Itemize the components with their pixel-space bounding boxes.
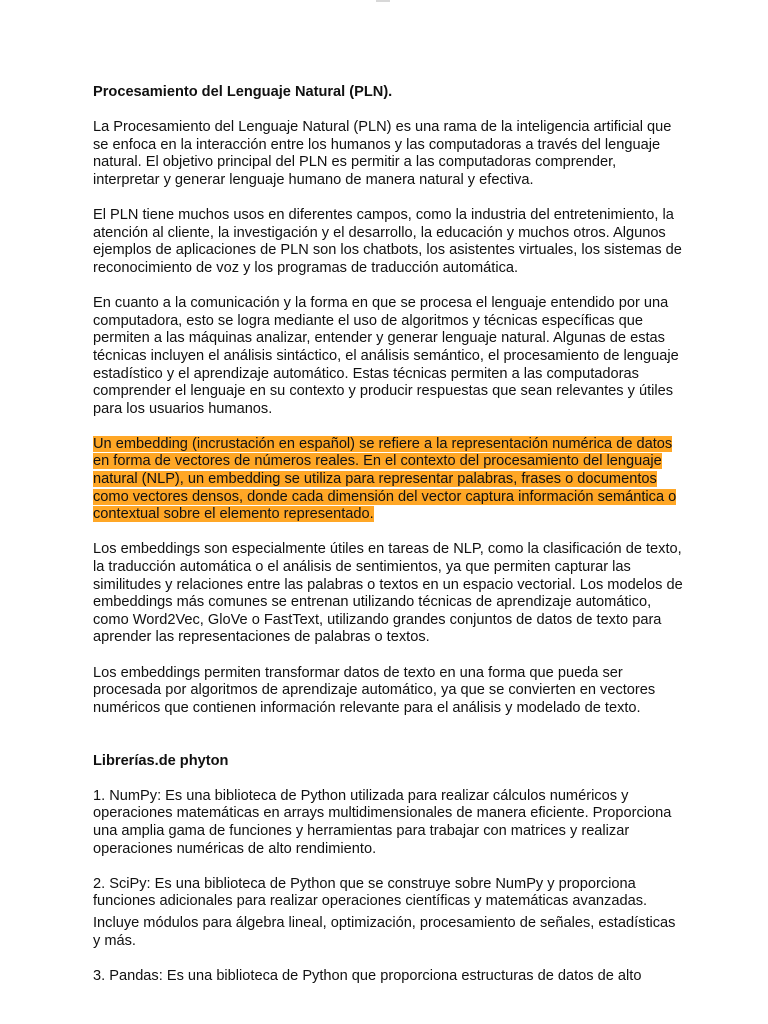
- list-item-scipy: 2. SciPy: Es una biblioteca de Python que se construye sobre NumPy y proporciona funciones adicionales para realizar operaciones científicas y matemáticas avanzadas.: [93, 875, 648, 910]
- document-body: [93, 84, 683, 985]
- list-item-numpy: 1. NumPy: Es una biblioteca de Python utilizada para realizar cálculos numéricos y operaciones matemáticas en arrays multidimensionales de manera eficiente. Proporciona una amplia gama de funciones y herramientas para trabajar con matrices y realizar operaciones numéricas de alto rendimiento.: [93, 787, 672, 857]
- document-title: Procesamiento del Lenguaje Natural (PLN).: [93, 84, 393, 100]
- paragraph-embedding-highlighted: [93, 436, 683, 524]
- paragraph-intro: La Procesamiento del Lenguaje Natural (PLN) es una rama de la inteligencia artificial que se enfoca en la interacción entre los humanos y las computadoras a través del lenguaje natural. El objetivo principal del PLN es permitir a las computadoras comprender, interpretar y generar lenguaje humano de manera natural y efectiva.: [93, 119, 672, 188]
- paragraph-uses: El PLN tiene muchos usos en diferentes campos, como la industria del entretenimiento, la atención al cliente, la investigación y el desarrollo, la educación y muchos otros. Algunos ejemplos de aplicaciones de PLN son los chatbots, los asistentes virtuales, los sistemas de reconocimiento de voz y los programas de traducción automática.: [93, 207, 682, 276]
- paragraph-communication: En cuanto a la comunicación y la forma en que se procesa el lenguaje entendido por una computadora, esto se logra mediante el uso de algoritmos y técnicas específicas que permiten a las máquinas analizar, entender y generar lenguaje natural. Algunas de estas técnicas incluyen el análisis sintáctico, el análisis semántico, el procesamiento de lenguaje estadístico y el aprendizaje automático. Estas técnicas permiten a las computadoras comprender el lenguaje en su contexto y producir respuestas que sean relevantes y útiles para los usuarios humanos.: [93, 295, 679, 417]
- highlighted-text: Un embedding (incrustación en español) se refiere a la representación numérica de datos en forma de vectores de números reales. En el contexto del procesamiento del lenguaje natural (NLP), un embedding se utiliza para representar palabras, frases o documentos como vectores densos, donde cada dimensión del vector captura información semántica o contextual sobre el elemento representado.: [93, 435, 677, 523]
- page-top-mark: [376, 0, 390, 2]
- paragraph-embeddings-uses: Los embeddings son especialmente útiles en tareas de NLP, como la clasificación de texto, la traducción automática o el análisis de sentimientos, ya que permiten capturar las similitudes y relaciones entre las palabras o textos en un espacio vectorial. Los modelos de embeddings más comunes se entrenan utilizando técnicas de aprendizaje automático, como Word2Vec, GloVe o FastText, utilizando grandes conjuntos de datos de texto para aprender las representaciones de palabras o textos.: [93, 541, 683, 646]
- paragraph-embeddings-transform: Los embeddings permiten transformar datos de texto en una forma que pueda ser procesada por algoritmos de aprendizaje automático, ya que se convierten en vectores numéricos que contienen información relevante para el análisis y modelado de texto.: [93, 664, 656, 716]
- list-item-scipy-continued: Incluye módulos para álgebra lineal, optimización, procesamiento de señales, estadísticas y más.: [93, 914, 676, 949]
- section-title-libraries: Librerías.de phyton: [93, 752, 229, 769]
- list-item-pandas: 3. Pandas: Es una biblioteca de Python que proporciona estructuras de datos de alto: [93, 967, 642, 984]
